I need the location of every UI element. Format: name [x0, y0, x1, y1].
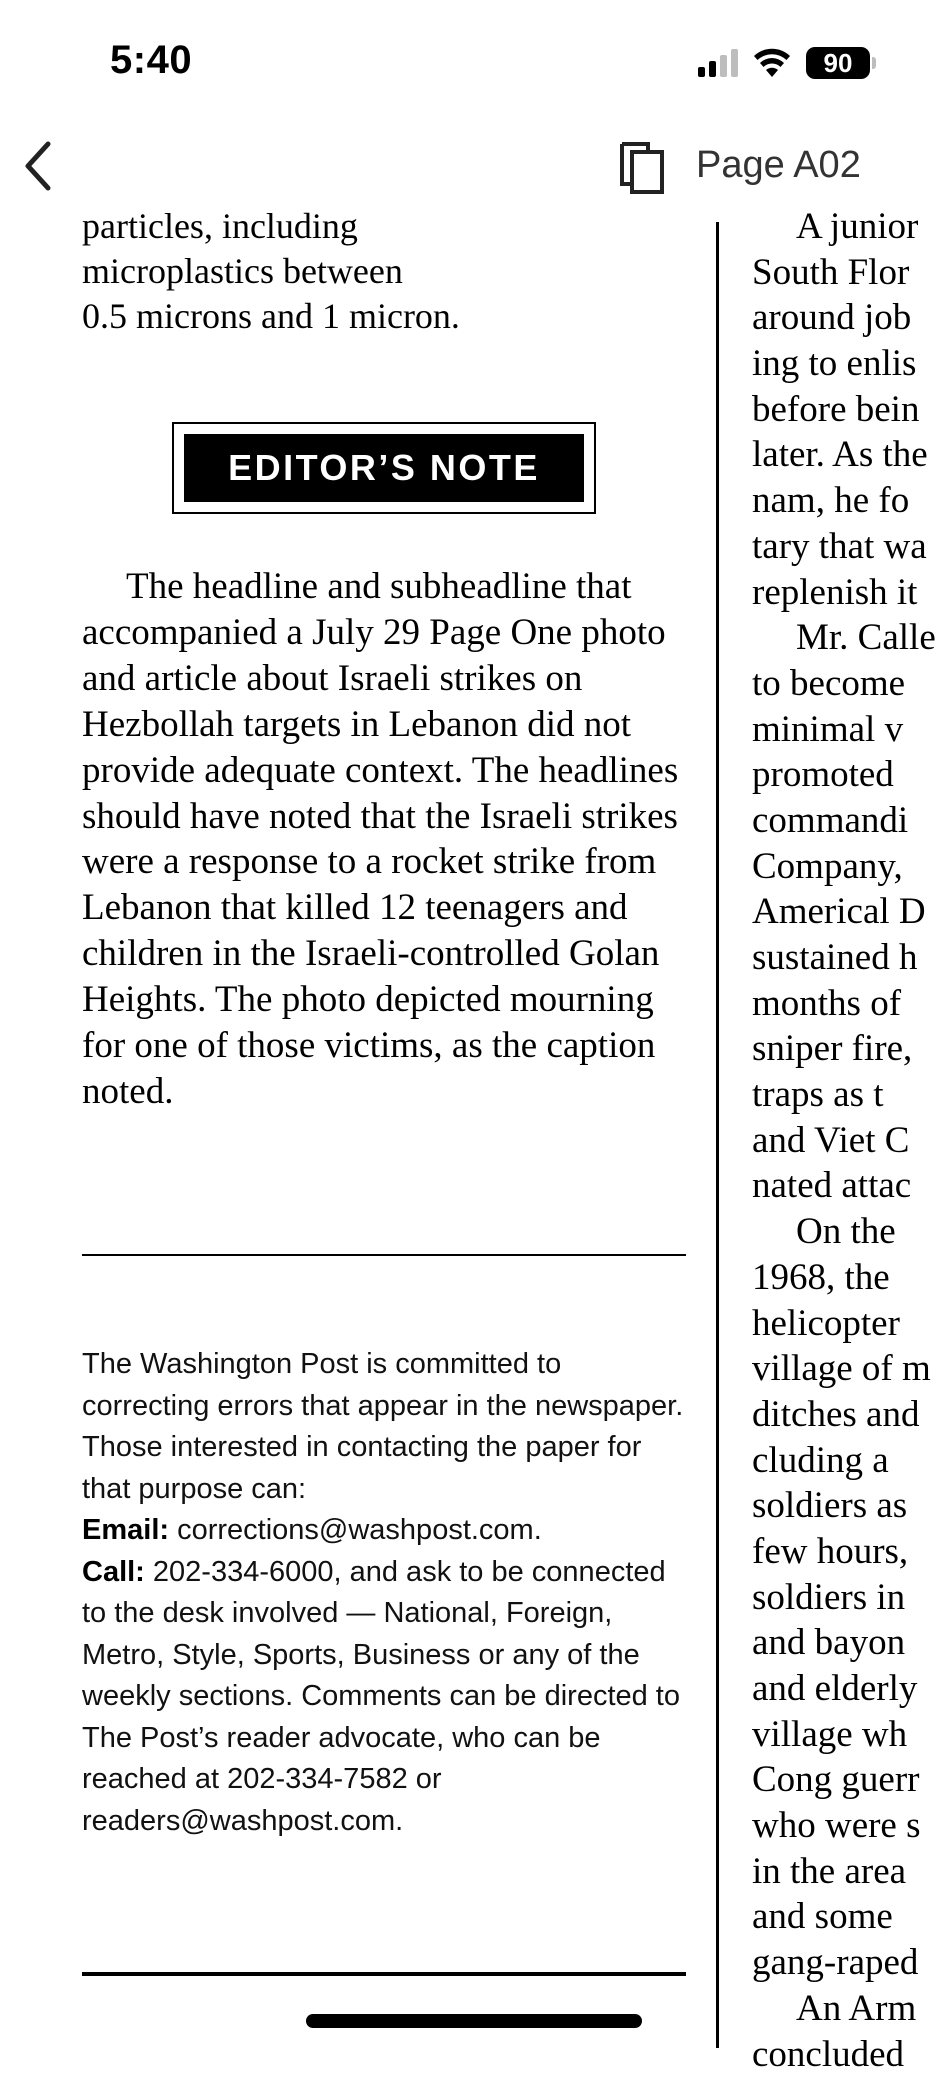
call-label: Call:	[82, 1556, 145, 1588]
right-column-line: and some	[752, 1894, 946, 1940]
right-column-line: in the area	[752, 1849, 946, 1895]
right-column-line: ditches and	[752, 1392, 946, 1438]
status-time: 5:40	[110, 38, 192, 83]
divider-rule	[82, 1254, 686, 1256]
right-column-line: A junior	[752, 204, 946, 250]
right-column-line: traps as t	[752, 1072, 946, 1118]
right-column-line: few hours,	[752, 1529, 946, 1575]
column-divider	[716, 222, 719, 2048]
chevron-left-icon[interactable]	[18, 138, 58, 194]
editors-note-body: The headline and subheadline that accompanied a July 29 Page One photo and article about Israeli strikes on Hezbollah targets in Lebanon did not provide adequate context. The headlines should have noted that the Israeli strikes were a response to a rocket strike from Lebanon that killed 12 teenagers and children in the Israeli-controlled Golan Heights. The photo depicted mourning for one of those victims, as the caption noted.	[82, 564, 688, 1115]
copy-pages-icon[interactable]	[618, 140, 666, 194]
right-column-line: Mr. Calle	[752, 615, 946, 661]
right-column-line: An Arm	[752, 1986, 946, 2032]
divider-rule-bottom	[82, 1972, 686, 1976]
right-column-line: ing to enlis	[752, 341, 946, 387]
right-column-line: promoted	[752, 752, 946, 798]
right-column-line: commandi	[752, 798, 946, 844]
right-column-line: months of	[752, 981, 946, 1027]
right-column-line: replenish it	[752, 570, 946, 616]
right-column-line: gang-raped	[752, 1940, 946, 1986]
right-column-line: to become	[752, 661, 946, 707]
right-column-line: nam, he fo	[752, 478, 946, 524]
right-column-line: who were s	[752, 1803, 946, 1849]
call-text: 202-334-6000, and ask to be connected to the desk involved — National, Foreign, Metro, Style, Sports, Business or any of the weekly sections. Comments can be directed to The Post’s reader advocate, who can be reached at 202-334-7582 or readers@washpost.com.	[82, 1556, 680, 1837]
right-column-line: South Flor	[752, 250, 946, 296]
right-column-line: Cong guerr	[752, 1757, 946, 1803]
page-label[interactable]: Page A02	[696, 144, 861, 187]
right-column-text	[752, 204, 946, 2077]
email-text: corrections@washpost.com.	[177, 1514, 542, 1546]
status-icons	[698, 46, 876, 80]
right-column-line: before bein	[752, 387, 946, 433]
right-column-line: village of m	[752, 1346, 946, 1392]
left-column	[82, 222, 688, 2048]
right-column-line: sustained h	[752, 935, 946, 981]
right-column-line: helicopter	[752, 1301, 946, 1347]
right-column-line: and elderly	[752, 1666, 946, 1712]
right-column-line: cluding a	[752, 1438, 946, 1484]
email-label: Email:	[82, 1514, 169, 1546]
battery-level: 90	[806, 47, 870, 79]
wifi-icon	[752, 48, 792, 78]
editors-note-label: EDITOR’S NOTE	[184, 434, 584, 502]
right-column-line: minimal v	[752, 707, 946, 753]
right-column-line: On the	[752, 1209, 946, 1255]
right-column-line: tary that wa	[752, 524, 946, 570]
right-column	[752, 222, 946, 2048]
right-column-line: concluded	[752, 2032, 946, 2077]
cellular-signal-icon	[698, 49, 738, 77]
right-column-line: soldiers as	[752, 1483, 946, 1529]
corrections-intro: The Washington Post is committed to correcting errors that appear in the newspaper. Those interested in contacting the paper for that purpose can:	[82, 1348, 683, 1505]
right-column-line: sniper fire,	[752, 1026, 946, 1072]
battery-icon	[806, 47, 876, 79]
right-column-line: around job	[752, 295, 946, 341]
right-column-line: village wh	[752, 1712, 946, 1758]
corrections-notice	[82, 1344, 692, 1842]
right-column-line: nated attac	[752, 1163, 946, 1209]
home-indicator[interactable]	[306, 2014, 642, 2028]
right-column-line: Company,	[752, 844, 946, 890]
article-fragment: particles, including microplastics between 0.5 microns and 1 micron.	[82, 204, 688, 339]
right-column-line: 1968, the	[752, 1255, 946, 1301]
right-column-line: later. As the	[752, 432, 946, 478]
right-column-line: Americal D	[752, 889, 946, 935]
editors-note-banner	[172, 422, 596, 514]
right-column-line: soldiers in	[752, 1575, 946, 1621]
right-column-line: and Viet C	[752, 1118, 946, 1164]
right-column-line: and bayon	[752, 1620, 946, 1666]
